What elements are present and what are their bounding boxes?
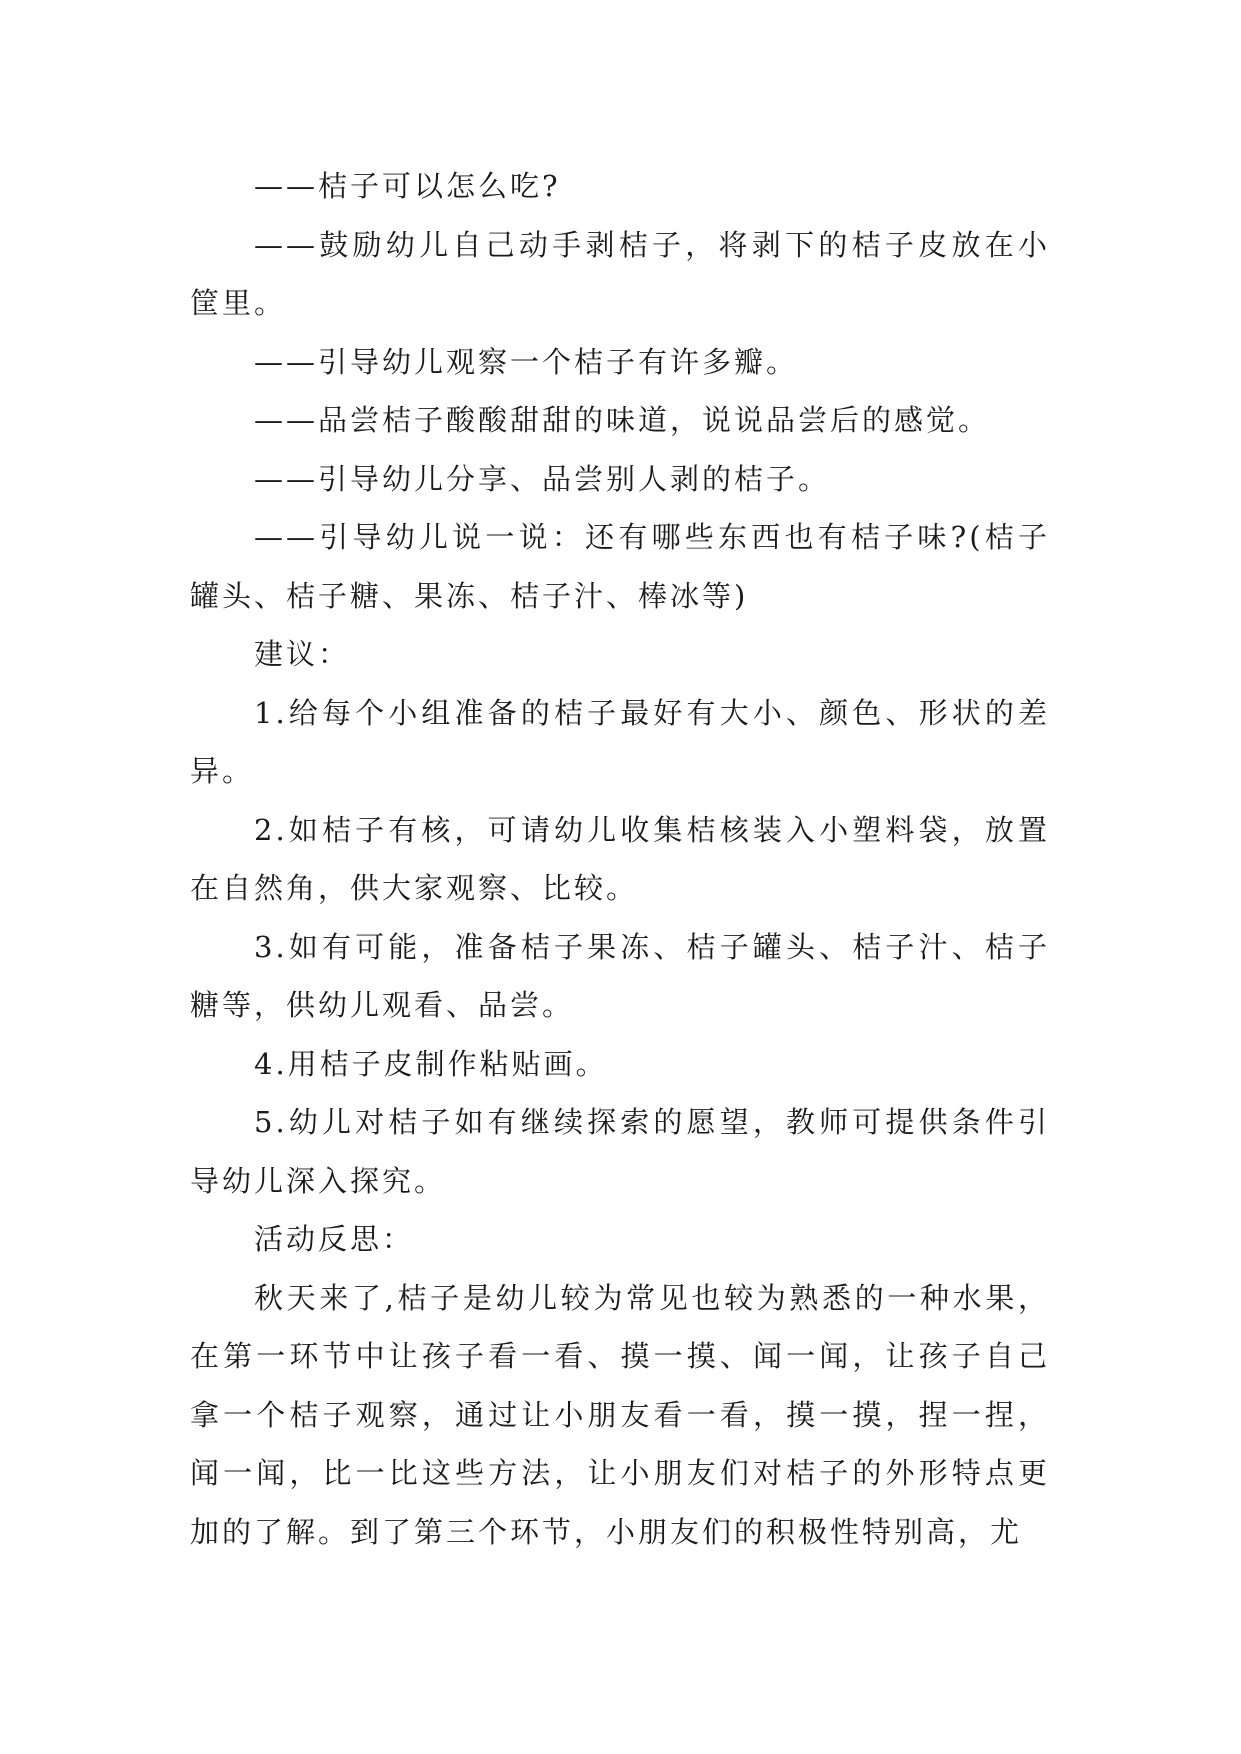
section-heading-reflection: 活动反思：: [254, 1222, 415, 1256]
suggestion-item-1: 1.给每个小组准备的桔子最好有大小、颜色、形状的差异。: [190, 695, 1050, 788]
suggestion-item-5: 5.幼儿对桔子如有继续探索的愿望，教师可提供条件引导幼儿深入探究。: [190, 1105, 1050, 1198]
paragraph-observe-segments: ——引导幼儿观察一个桔子有许多瓣。: [254, 344, 799, 379]
paragraph-other-orange-flavors: ——引导幼儿说一说：还有哪些东西也有桔子味?(桔子罐头、桔子糖、果冻、桔子汁、棒冰等): [190, 520, 1050, 613]
suggestion-item-3: 3.如有可能，准备桔子果冻、桔子罐头、桔子汁、桔子糖等，供幼儿观看、品尝。: [190, 929, 1050, 1022]
paragraph-how-to-eat: ——桔子可以怎么吃?: [254, 169, 561, 203]
document-body: [190, 157, 1050, 1561]
paragraph-peel-oranges: ——鼓励幼儿自己动手剥桔子，将剥下的桔子皮放在小筐里。: [190, 227, 1050, 320]
paragraph-taste: ——品尝桔子酸酸甜甜的味道，说说品尝后的感觉。: [254, 403, 991, 437]
paragraph-reflection: 秋天来了,桔子是幼儿较为常见也较为熟悉的一种水果，在第一环节中让孩子看一看、摸一摸、闻一闻，让孩子自己拿一个桔子观察，通过让小朋友看一看，摸一摸，捏一捏，闻一闻，比一比这些方法，让小朋友们对桔子的外形特点更加的了解。到了第三个环节，小朋友们的积极性特别高，尤: [190, 1280, 1050, 1549]
suggestion-item-2: 2.如桔子有核，可请幼儿收集桔核装入小塑料袋，放置在自然角，供大家观察、比较。: [190, 812, 1050, 905]
paragraph-share: ——引导幼儿分享、品尝别人剥的桔子。: [254, 461, 831, 496]
suggestion-item-4: 4.用桔子皮制作粘贴画。: [254, 1046, 608, 1081]
section-heading-suggestions: 建议：: [254, 637, 351, 671]
